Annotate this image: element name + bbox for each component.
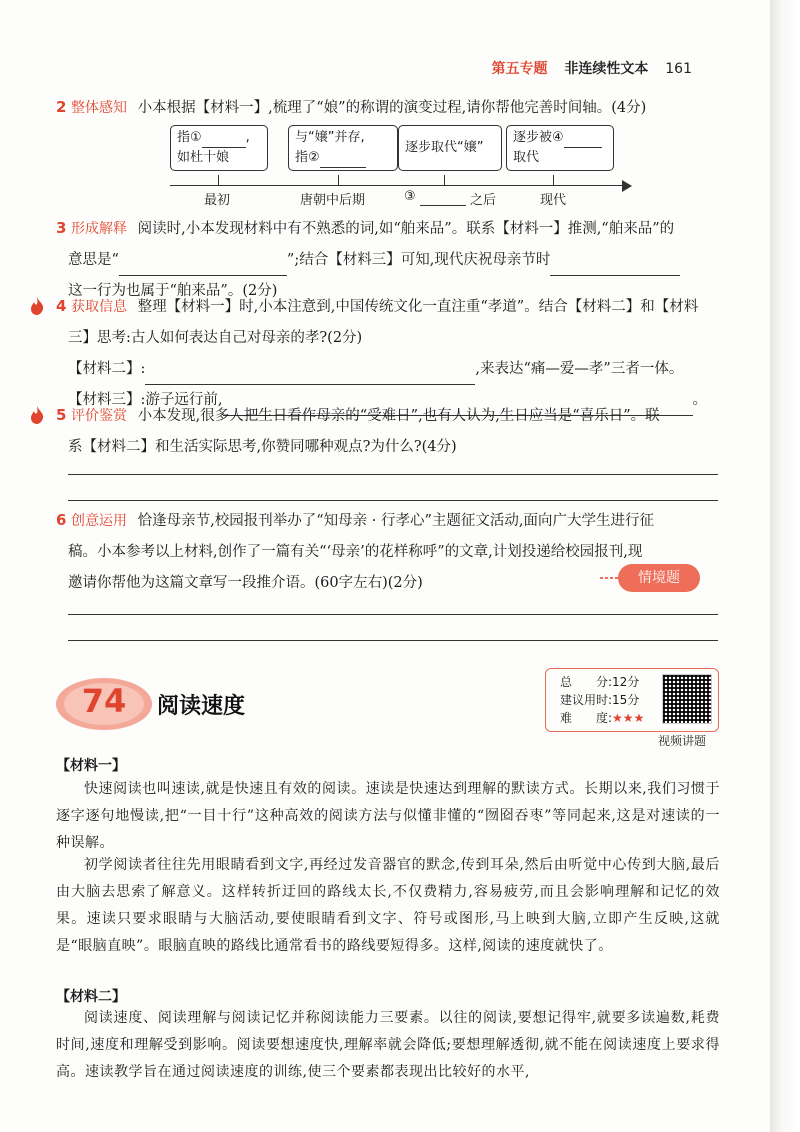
question-5: 5 评价鉴赏 小本发现,很多人把生日看作母亲的“受难日”,也有人认为,生日应当是“喜乐日”。联 系【材料二】和生活实际思考,你赞同哪种观点?为什么?(4分) (56, 400, 720, 463)
blank-4[interactable] (564, 133, 602, 148)
lesson-title: 阅读速度 (157, 694, 246, 719)
axis-label: 最初 (204, 193, 231, 208)
timeline-box-3: 逐步取代“嬢” (398, 125, 502, 171)
flame-icon (30, 406, 44, 424)
flame-icon (30, 297, 44, 315)
page-header (492, 58, 692, 78)
blank-2[interactable] (320, 153, 366, 168)
material-1-heading: 【材料一】 (56, 758, 126, 774)
axis-tick (338, 175, 339, 185)
question-number: 6 (56, 511, 67, 529)
scenario-badge: 情境题 (618, 564, 700, 592)
question-tag: 评价鉴赏 (71, 408, 128, 424)
badge-decoration (600, 577, 620, 579)
axis-label: 之后 (470, 193, 497, 208)
question-number: 2 (56, 98, 67, 116)
question-number: 5 (56, 406, 67, 424)
axis-label: ③ (404, 189, 416, 204)
star-icon: ★★★ (612, 711, 645, 725)
page-edge (770, 0, 800, 1132)
question-tag: 创意运用 (71, 513, 128, 529)
timeline-box-4: 逐步被④ 取代 (506, 125, 614, 171)
lesson-number: 74 (81, 682, 127, 720)
blank-3[interactable] (420, 191, 466, 206)
answer-blank[interactable] (119, 255, 287, 276)
timeline-box-2: 与“嬢”并存, 指② (288, 125, 398, 171)
material-1-paragraph: 初学阅读者往往先用眼睛看到文字,再经过发音器官的默念,传到耳朵,然后由听觉中心传到大脑,最后由大脑去思索了解意义。这样转折迂回的路线太长,不仅费精力,容易疲劳,而且会影响理解和记忆的效果。速读只要求眼睛与大脑活动,要使眼睛看到文字、符号或图形,马上映到大脑,立即产生反映,这就是“眼脑直映”。眼脑直映的路线比通常看书的路线要短得多。这样,阅读的速度就快了。 (56, 857, 720, 954)
blank-1[interactable] (202, 133, 246, 148)
material-1-paragraph: 快速阅读也叫速读,就是快速且有效的阅读。速读是快速达到理解的默读方式。长期以来,我们习惯于逐字逐句地慢读,把“一目十行”这种高效的阅读方法与似懂非懂的“囫囵吞枣”等同起来,这是对速读的一种误解。 (56, 781, 720, 851)
page-number: 161 (665, 61, 692, 77)
question-tag: 形成解释 (71, 221, 128, 237)
total-score: 总 分:12分 (560, 675, 640, 689)
timeline-box-1: 指① , 如杜十娘 (170, 125, 268, 171)
timeline (170, 125, 630, 210)
question-2 (56, 92, 720, 124)
question-number: 3 (56, 219, 67, 237)
material-2-heading: 【材料二】 (56, 989, 126, 1005)
answer-line[interactable] (68, 474, 718, 475)
score-info-box (545, 668, 719, 732)
subject-label: 非连续性文本 (564, 61, 649, 77)
axis-label: 现代 (540, 193, 567, 208)
qr-code-icon[interactable] (662, 674, 712, 724)
topic-label: 第五专题 (491, 61, 548, 77)
video-caption: 视频讲题 (658, 734, 707, 748)
question-4: 4 获取信息 整理【材料一】时,小本注意到,中国传统文化一直注重“孝道”。结合【材料二】和【材料 三】思考:古人如何表达自己对母亲的孝?(2分) 【材料二】: ,来表达“痛—爱—孝”三者一体。 【材料三】:游子远行前, 。 (56, 291, 720, 416)
question-tag: 获取信息 (71, 299, 128, 315)
answer-line[interactable] (68, 500, 718, 501)
answer-line[interactable] (68, 614, 718, 615)
answer-blank[interactable] (550, 255, 680, 276)
axis-tick (218, 175, 219, 185)
question-tag: 整体感知 (71, 100, 128, 116)
answer-line[interactable] (68, 640, 718, 641)
material-2-paragraph: 阅读速度、阅读理解与阅读记忆并称阅读能力三要素。以往的阅读,要想记得牢,就要多读遍数,耗费时间,速度和理解受到影响。阅读要想速度快,理解率就会降低;要想理解透彻,就不能在阅读速度上要求得高。速读教学旨在通过阅读速度的训练,使三个要素都表现出比较好的水平, (56, 1010, 720, 1080)
difficulty: 难 度:★★★ (560, 711, 645, 725)
axis-label: 唐朝中后期 (300, 193, 366, 208)
question-3: 3 形成解释 阅读时,小本发现材料中有不熟悉的词,如“舶来品”。联系【材料一】推测,“舶来品”的 意思是“ ”;结合【材料三】可知,现代庆祝母亲节时 这一行为也属于“舶来品”。(2分) (56, 213, 720, 307)
lesson-number-badge (56, 678, 164, 734)
axis-arrow-icon (622, 180, 632, 192)
suggested-time: 建议用时:15分 (560, 693, 640, 707)
question-number: 4 (56, 297, 67, 315)
timeline-axis (170, 185, 626, 186)
axis-tick (553, 175, 554, 185)
question-6: 6 创意运用 恰逢母亲节,校园报刊举办了“知母亲 · 行孝心”主题征文活动,面向广大学生进行征 稿。小本参考以上材料,创作了一篇有关“‘母亲’的花样称呼”的文章,计划投递给校园报刊,现 邀请你帮他为这篇文章写一段推介语。(60字左右)(2分) (56, 511, 655, 591)
axis-tick (444, 175, 445, 185)
answer-blank[interactable] (145, 364, 475, 385)
question-text: 小本根据【材料一】,梳理了“娘”的称谓的演变过程,请你帮他完善时间轴。(4分) (137, 100, 647, 116)
